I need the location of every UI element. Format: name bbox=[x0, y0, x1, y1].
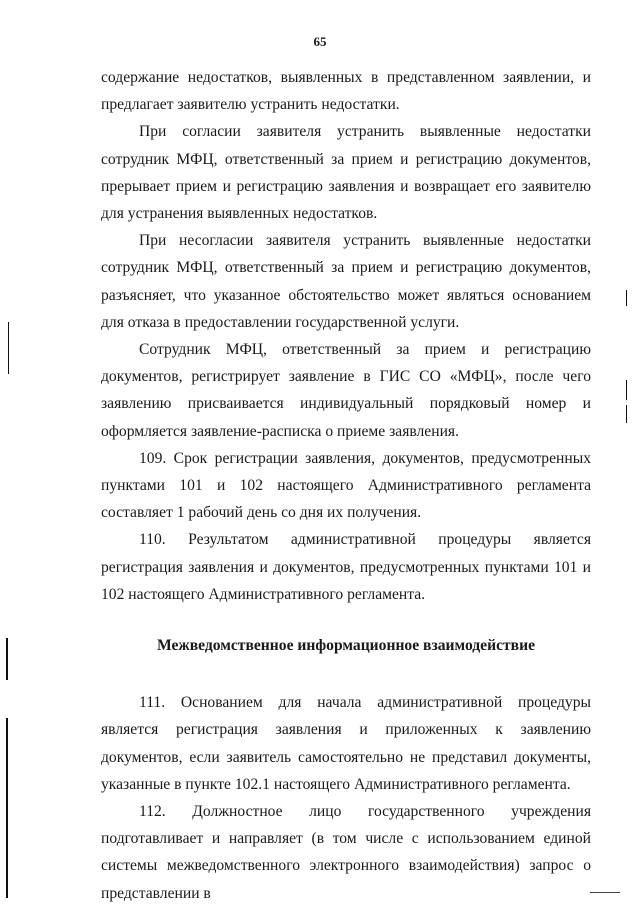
scan-mark bbox=[590, 892, 620, 893]
paragraph: 112. Должностное лицо государственного учреждения подготавливает и направляет (в том числе с использованием единой системы межведомственного электронного взаимодействия) запрос о представлении в bbox=[101, 803, 591, 902]
document-body bbox=[101, 64, 591, 907]
scan-margin-mark bbox=[626, 405, 627, 423]
scan-margin-mark bbox=[6, 638, 8, 680]
scan-margin-mark bbox=[626, 380, 627, 400]
paragraph: 110. Результатом административной процедуры является регистрация заявления и документов, предусмотренных пунктами 101 и 102 настоящего Административного регламента. bbox=[101, 531, 591, 603]
paragraph: 109. Срок регистрации заявления, документов, предусмотренных пунктами 101 и 102 настоящего Административного регламента составляет 1 рабочий день со дня их получения. bbox=[101, 449, 591, 522]
paragraph: При согласии заявителя устранить выявленные недостатки сотрудник МФЦ, ответственный за прием и регистрацию документов, прерывает прием и регистрацию заявления и возвращает его заявителю для устранения выявленных недостатков. bbox=[101, 123, 591, 223]
scan-margin-mark bbox=[6, 718, 8, 898]
scan-margin-mark bbox=[626, 290, 627, 306]
page-number: 65 bbox=[313, 34, 327, 49]
section-heading: Межведомственное информационное взаимодействие bbox=[157, 637, 535, 655]
paragraph: Сотрудник МФЦ, ответственный за прием и регистрацию документов, регистрирует заявление в ГИС СО «МФЦ», после чего заявлению присваивается индивидуальный порядковый номер и оформляется заявление-расписка о приеме заявления. bbox=[101, 341, 591, 440]
scan-margin-mark bbox=[8, 322, 9, 374]
paragraph: 111. Основанием для начала административной процедуры является регистрация заявления и приложенных к заявлению документов, если заявитель самостоятельно не представил документы, указанные в пункте 102.1 настоящего Административного регламента. bbox=[101, 694, 591, 793]
paragraph: При несогласии заявителя устранить выявленные недостатки сотрудник МФЦ, ответственный за прием и регистрацию документов, разъясняет, что указанное обстоятельство может являться основанием для отказа в предоставлении государственной услуги. bbox=[101, 232, 591, 331]
paragraph: содержание недостатков, выявленных в представленном заявлении, и предлагает заявителю устранить недостатки. bbox=[101, 69, 591, 114]
